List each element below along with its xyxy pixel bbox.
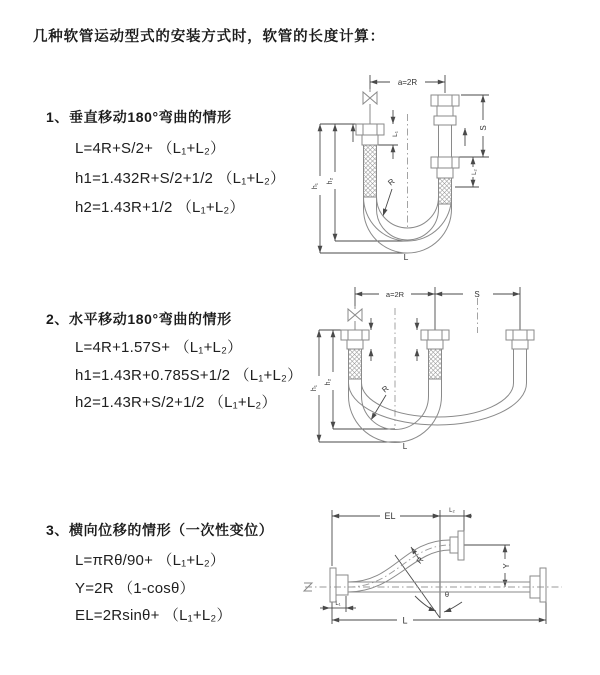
dim-label-r: R <box>386 176 397 188</box>
section-2-formula-2: h1=1.43R+0.785S+1/2 （L₁+L₂） <box>75 367 303 384</box>
dim-label-s: S <box>479 125 488 131</box>
section-1-formula-2: h1=1.432R+S/2+1/2 （L₁+L₂） <box>75 170 286 187</box>
diagram-horizontal-180-bend <box>305 278 600 458</box>
dim-label-l: L <box>402 442 408 451</box>
dim-label-h2: h₂ <box>325 378 332 386</box>
dim-label-a2r: a=2R <box>397 78 418 87</box>
dimension-labels <box>335 508 511 626</box>
page-title: 几种软管运动型式的安装方式时，软管的长度计算： <box>33 29 385 45</box>
section-3-formula-3: EL=2Rsinθ+ （L₁+L₂） <box>75 607 232 624</box>
section-2-formula-1: L=4R+1.57S+ （L₁+L₂） <box>75 339 243 356</box>
dim-label-s: S <box>474 290 480 299</box>
diagram-vertical-180-bend <box>305 62 565 262</box>
dim-label-a2r: a=2R <box>385 290 405 299</box>
section-2-formula-3: h2=1.43R+S/2+1/2 （L₁+L₂） <box>75 394 277 411</box>
dim-label-l: L <box>402 615 408 626</box>
section-1-formula-3: h2=1.43R+1/2 （L₁+L₂） <box>75 199 245 216</box>
centerlines <box>305 545 562 587</box>
dim-label-l1: L₁ <box>392 131 399 137</box>
dim-label-l2: L₂ <box>449 508 455 514</box>
dim-label-r: R <box>414 555 426 566</box>
section-1-heading: 1、垂直移动180°弯曲的情形 <box>46 109 232 125</box>
dim-label-l1: L₁ <box>335 601 341 607</box>
dimension-lines <box>320 75 489 253</box>
dimension-labels <box>312 78 488 262</box>
dim-label-h1: h₁ <box>312 182 319 190</box>
hose-and-fittings <box>341 306 534 443</box>
dim-label-h1: h₁ <box>311 384 318 392</box>
valve-icon <box>348 309 362 321</box>
valve-icon <box>363 92 377 104</box>
section-3-formula-1: L=πRθ/90+ （L₁+L₂） <box>75 552 226 569</box>
dim-label-l: L <box>403 252 409 262</box>
dim-label-y: Y <box>502 563 511 569</box>
dim-label-el: EL <box>384 511 396 521</box>
hose-and-fittings <box>356 89 459 253</box>
section-3-formula-2: Y=2R （1-cosθ） <box>75 580 195 597</box>
diagram-lateral-displacement <box>300 498 600 658</box>
section-3-heading: 3、横向位移的情形（一次性变位） <box>46 522 274 538</box>
dim-label-h2: h₂ <box>327 177 334 185</box>
dim-label-l2: L₂ <box>472 169 478 175</box>
section-1-formula-1: L=4R+S/2+ （L₁+L₂） <box>75 140 226 157</box>
section-2-heading: 2、水平移动180°弯曲的情形 <box>46 311 232 327</box>
dim-label-theta: θ <box>444 590 450 599</box>
dimension-lines <box>320 510 546 624</box>
dim-label-r: R <box>380 383 391 395</box>
